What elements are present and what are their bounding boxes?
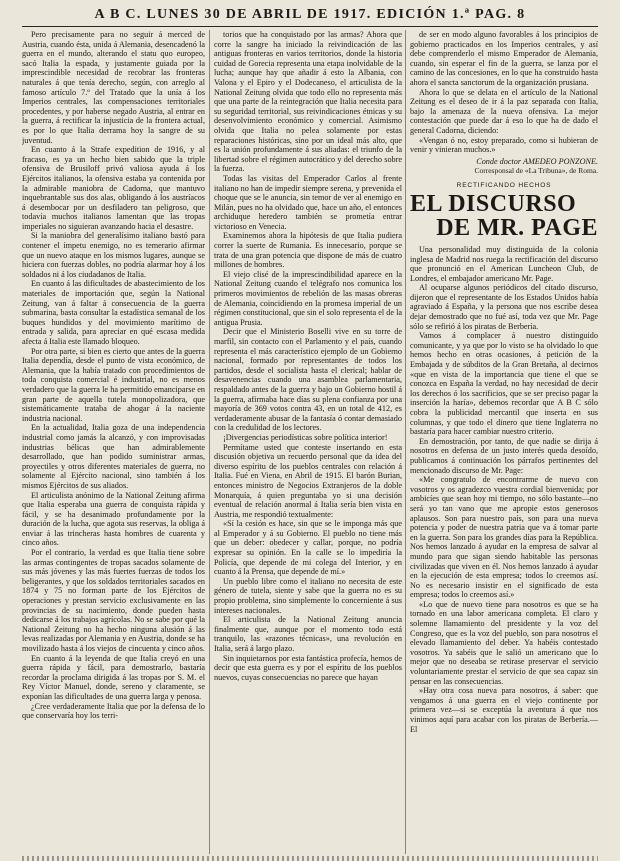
paragraph: Una personalidad muy distinguida de la colonia inglesa de Madrid nos ruega la rectificación del discurso que pronunció en el American Luncheon Club, de Londres, el embajador americano Mr. Page.: [410, 244, 598, 283]
header-rule: [22, 26, 598, 27]
paragraph: En cuanto á la Strafe expedition de 1916, y al fracaso, es ya un hecho bien sabido que la triple ofensiva de Brusiloff privó valiosa ayuda á los Ejércitos italianos, la ofensiva estaba ya contenida por la admirable maniobra de Cadorna, que mantuvo inquebrantable sus dos alas, obligando á los austríacos á desembocar por un desfiladero tan peligroso, que todavía muchos italianos lamentan que las tropas imperiales no siguieran avanzando hacia el desastre.: [22, 145, 205, 231]
paragraph: ¿Cree verdaderamente Italia que por la defensa de lo que conservaría hoy los terri-: [22, 701, 205, 721]
page-header: A B C. LUNES 30 DE ABRIL DE 1917. EDICIÓN 1.ª PAG. 8: [94, 7, 526, 22]
column-divider: [405, 30, 406, 854]
paragraph: Permítame usted que conteste insertando en esta discusión objetiva un recuerdo personal que da idea del diverso espíritu de los pueblos centrales con relación á Italia. Fué en Viena, en Abril de 1915. El barón Burian, entonces ministro de Negocios Extranjeros de la doble Monarquía, á quien preguntaba yo si una decisión eventual de relación anormal á Italia sería bien vista en Austria, me respondió textualmente:: [214, 442, 402, 519]
paragraph: Por otra parte, si bien es cierto que antes de la guerra Italia dependía, desde el punto de vista económico, de Alemania, que la había tratado con procedimientos de toda conquista comercial é industrial, no es menos verdadero que la guerra le ha permitido emanciparse en gran parte de aquella tutela monopolizadora, que sistemáticamente trataba de ahogar á la naciente industria nacional.: [22, 346, 205, 423]
column-2: [214, 30, 402, 854]
paragraph: El viejo clisé de la imprescindibilidad aparece en la National Zeitung cuando el telégrafo nos comunica los primeros movimientos de rebelión de las masas obreras de Alemania, coincidiendo en la promesa imperial de un régimen constitucional, que sin el solo representa el de la antigua Prusia.: [214, 269, 402, 327]
paragraph: «Lo que de nuevo tiene para nosotros es que se ha tornado en una labor americana completa. El claro y solemne llamamiento del presidente y la voz del Congreso, que es la voz del pueblo, son para nosotros el elevado llamamiento del deber. Ya habéis contestado vosotros. Ya sabéis que le salió un americano que lo mejor que no deseaba se retirase preservar el servicio voluntariamente prestar el servicio de que sea capaz sin pensar en las consecuencias.: [410, 599, 598, 686]
headline-line-2: DE MR. PAGE: [436, 214, 598, 241]
paragraph: En cuanto á las dificultades de abastecimiento de los materiales de importación que, según la National Zeitung, van á faltar á consecuencia de la guerra submarina, basta consultar la estadística semanal de los buques hundidos y del movimiento marítimo de entrada y salida, para apreciar en qué escasa medida afecta á Italia este llamado bloqueo.: [22, 279, 205, 346]
paragraph: El articulista de la National Zeitung anuncia finalmente que, aunque por el momento todo está tranquilo, las «razones técnicas», una revolución en Italia, será á largo plazo.: [214, 615, 402, 653]
headline-line-1: EL DISCURSO: [410, 190, 577, 217]
paragraph: «Sí la cesión es hace, sin que se le imponga más que al Emperador y á su Gobierno. El pueblo no tiene más que un deber: obedecer y callar, porque, no podría expresar su opinión. En la calle se lo impediría la Policía, que depende de mi colega del Interior, y en cuanto á la Prensa, que depende de mí.»: [214, 519, 402, 577]
paragraph: Decir que el Ministerio Boselli vive en su torre de marfil, sin contacto con el Parlamento y el país, cuando representa el más característico ejemplo de un Gobierno nacional, formado por representantes de todos los partidos, desde el socialista hasta el clerical; hablar de desavenencias cuando una asamblea parlamentaria, respaldado antes de la guerra y bajo un Gobierno hostil á la guerra, afirmaba hace días su plena confianza por una mayoría de 369 votos contra 43, en un total de 412, es verdaderamente abusar de la fantasía ó contar demasiado con la credulidad de los lectores.: [214, 327, 402, 433]
paragraph: Examinemos ahora la hipótesis de que Italia pudiera correr la suerte de Rumania. Es innecesario, porque se trata de una gran potencia que dispone de más de cuatro millones de hombres.: [214, 231, 402, 270]
column-1: [22, 30, 205, 854]
paragraph: Al ocuparse algunos periódicos del citado discurso, dijeron que el representante de los Estados Unidos había agraviado á España, y la persona que nos escribe desea dejar demostrado que no fué así, toda vez que Mr. Page sólo se refirió á los piratas de Berbería.: [410, 283, 598, 331]
author-signature: Conde doctor AMEDEO PONZONE.: [476, 156, 598, 166]
paragraph: de ser en modo alguno favorables á los principios de gobierno practicados en los Imperios centrales, y así debe comprenderlo el mismo Emperador de Alemania, cuando, sin esperar el fin de la guerra, se lanza por el camino de las concesiones, en lo que ha construido hasta ahora el sancta sanctorum de la organización prusiana.: [410, 30, 598, 87]
author-affiliation: Corresponsal de «La Tribuna», de Roma.: [474, 166, 598, 176]
paragraph: Si la maniobra del generalísimo italiano bastó para contener el ímpetu enemigo, no es temerario afirmar que un nuevo ataque en los mismos lugares, aunque se hiciera con fuerzas dobles, no podría alarmar hoy á los soldados ni á los ciudadanos de Italia.: [22, 231, 205, 279]
article-subheading: RECTIFICANDO HECHOS: [456, 181, 552, 189]
bottom-edge-strip: [22, 856, 598, 861]
column-divider: [209, 30, 210, 854]
paragraph: »Hay otra cosa nueva para nosotros, á saber: que vengamos á una guerra en el viejo continente por primera vez—si se exceptúa la aventura á que nos vinimos aquí para acabar con los piratas de Berbería.—El: [410, 686, 598, 734]
paragraph: Sin inquietarnos por esta fantástica profecía, hemos de decir que esta guerra es y por el espíritu de los pueblos nuevos, cuyas consecuencias no parece que hayan: [214, 653, 402, 682]
paragraph: torios que ha conquistado por las armas? Ahora que corre la sangre ha iniciado la reivindicación de las antiguas fronteras en varios territorios, donde la historia cuidad de Gorecia representa una etapa inolvidable de la lucha; aunque hay que añadir á esto la Albania, con Valona y el Epiro y el Dodecaneso, el articulista de la National Zeitung olvida que todo ello no representa más que una parte de la reintegración que Italia necesita para su seguridad territorial, sus reivindicaciones étnicas y su desenvolvimiento económico y comercial. Asimismo olvida que Italia no pelea solamente por estas reparaciones históricas, sino por un ideal más alto, que es la unión profundamente á sus aliadas: el triunfo de la libertad sobre el régimen autocrático y del derecho sobre la fuerza.: [214, 30, 402, 174]
paragraph: «Me congratulo de encontrarme de nuevo con vosotros y os agradezco vuestra cordial bienvenida; por ambicíes que sean hoy mi tiempo, no sólo bastante—no será yo tan vano que me apropie estos generosos aplausos. Son para nuestro país, son para una nueva potencia y poder de nuestra patria que va á tomar parte en la guerra. Son para los grandes días para la República. Nos hemos lanzado á ayudar en la empresa de salvar al mundo para que sigan siendo habitable las personas civilizadas que viven en él. Nos hemos lanzado á ayudar en la ejecución de esta empresa; todos lo creemos así. No es necesario insistir en el significado de esta empresa; todos lo creemos así.»: [410, 475, 598, 600]
paragraph: Todas las visitas del Emperador Carlos al frente italiano no han de impedir siempre serena, y prevenida el choque que se le anuncia, sin temor de ver al enemigo en Milán, pues no ha olvidado que, hace un año, el entonces archiduque heredero también se prometía entrar victorioso en Venecia.: [214, 173, 402, 231]
article-headline: [410, 192, 598, 240]
paragraph: Ahora lo que se delata en el artículo de la National Zeitung es el deseo de ir á la paz separada con Italia, bajo la amenaza de la nueva ofensiva. La mejor contestación que puede dar á eso lo que ha de dado el general Cadorna, diciendo:: [410, 87, 598, 135]
paragraph: Un pueblo libre como el italiano no necesita de este género de tutela, siente y sabe que la guerra no es su propio problema, sino simplemente lo concerniente á sus intereses nacionales.: [214, 576, 402, 615]
paragraph: «Vengan ó no, estoy preparado, como si hubieran de venir y vinieran muchos.»: [410, 135, 598, 155]
paragraph: En la actualidad, Italia goza de una independencia industrial como jamás la alcanzó, y con improvisadas industrias bélicas que han admirablemente desarrollado, que han podido suministrar armas, proyectiles y otros diferentes materiales de guerra, no solamente al Ejército nacional, sino también á los mismos Ejércitos de sus aliados.: [22, 423, 205, 490]
paragraph: En demostración, por tanto, de que nadie se dirija á nosotros en defensa de un justo interés queda desoído, publicamos á continuación los párrafos pertinentes del mencionado discurso de Mr. Page:: [410, 436, 598, 475]
paragraph: Por el contrario, la verdad es que Italia tiene sobre las armas contingentes de tropas sacados solamente de sus más jóvenes y las más fuertes fuerzas de todos los beligerantes, y que los soldados territoriales sacados en 1874 y 75 no forman parte de los Ejércitos de operaciones y prestan servicio exclusivamente en las provincias de su nacimiento, donde pueden hasta dedicarse á los trabajos agrícolas. No se sabe por qué la National Zeitung no ha hecho ninguna alusión á las levas realizadas por Alemania y en Austria, donde se ha movilizado hasta á los viejos de cincuenta y cinco años.: [22, 548, 205, 653]
paragraph: En cuanto á la leyenda de que Italia creyó en una guerra rápida y fácil, para demostrarlo, bastaría recordar la proclama dirigida á las tropas por S. M. el Rey Víctor Manuel, donde, sereno y claramente, se exponían las dificultades de una guerra larga y penosa.: [22, 653, 205, 701]
paragraph: Pero precisamente para no seguir á merced de Austria, cuando ésta, unida á Alemania, desencadenó la guerra en el mundo, alterando el statu quo europeo, sacó Italia la espada, y justamente guiada por la imprescindible necesidad de recobrar las fronteras naturales á que tenía derecho, según, con arreglo al famoso artículo 7.º del Tratado que la unía á los Imperios centrales, las compensaciones territoriales procedentes, y por haberse negado Austria, al entrar en la guerra, á rectificar la injusticia de la frontera actual, es por lo que Italia derrama hoy la sangre de su juventud.: [22, 30, 205, 145]
paragraph: ¡Divergencias periodísticas sobre política interior!: [223, 432, 388, 442]
column-3: [410, 30, 598, 854]
paragraph: Vamos á complacer á nuestro distinguido comunicante, y ya que por lo visto se ha olvidado lo que hemos hecho en otras ocasiones, á petición de la Embajada y de súbditos de la Gran Bretaña, al decirnos «que en vista de la importancia que tiene el que se conozca en España la verdad, no hay necesidad de decir los derechos ó los sacrificios, que se ser preciso pagar la inserción la haría», debemos recordar que A B C sólo cobra la publicidad mercantil que inserta en sus columnas, y que todo el dinero que tiene Inglaterra no bastaría para hacer cambiar nuestro criterio.: [410, 331, 598, 437]
paragraph: El articulista anónimo de la National Zeitung afirma que Italia esperaba una guerra de conquista rápida y fácil, y se ha desanimado profundamente por la duración de la lucha, que agota sus reservas, la obliga á enviar á las trincheras hasta hombres de cuarenta y cinco años.: [22, 490, 205, 548]
